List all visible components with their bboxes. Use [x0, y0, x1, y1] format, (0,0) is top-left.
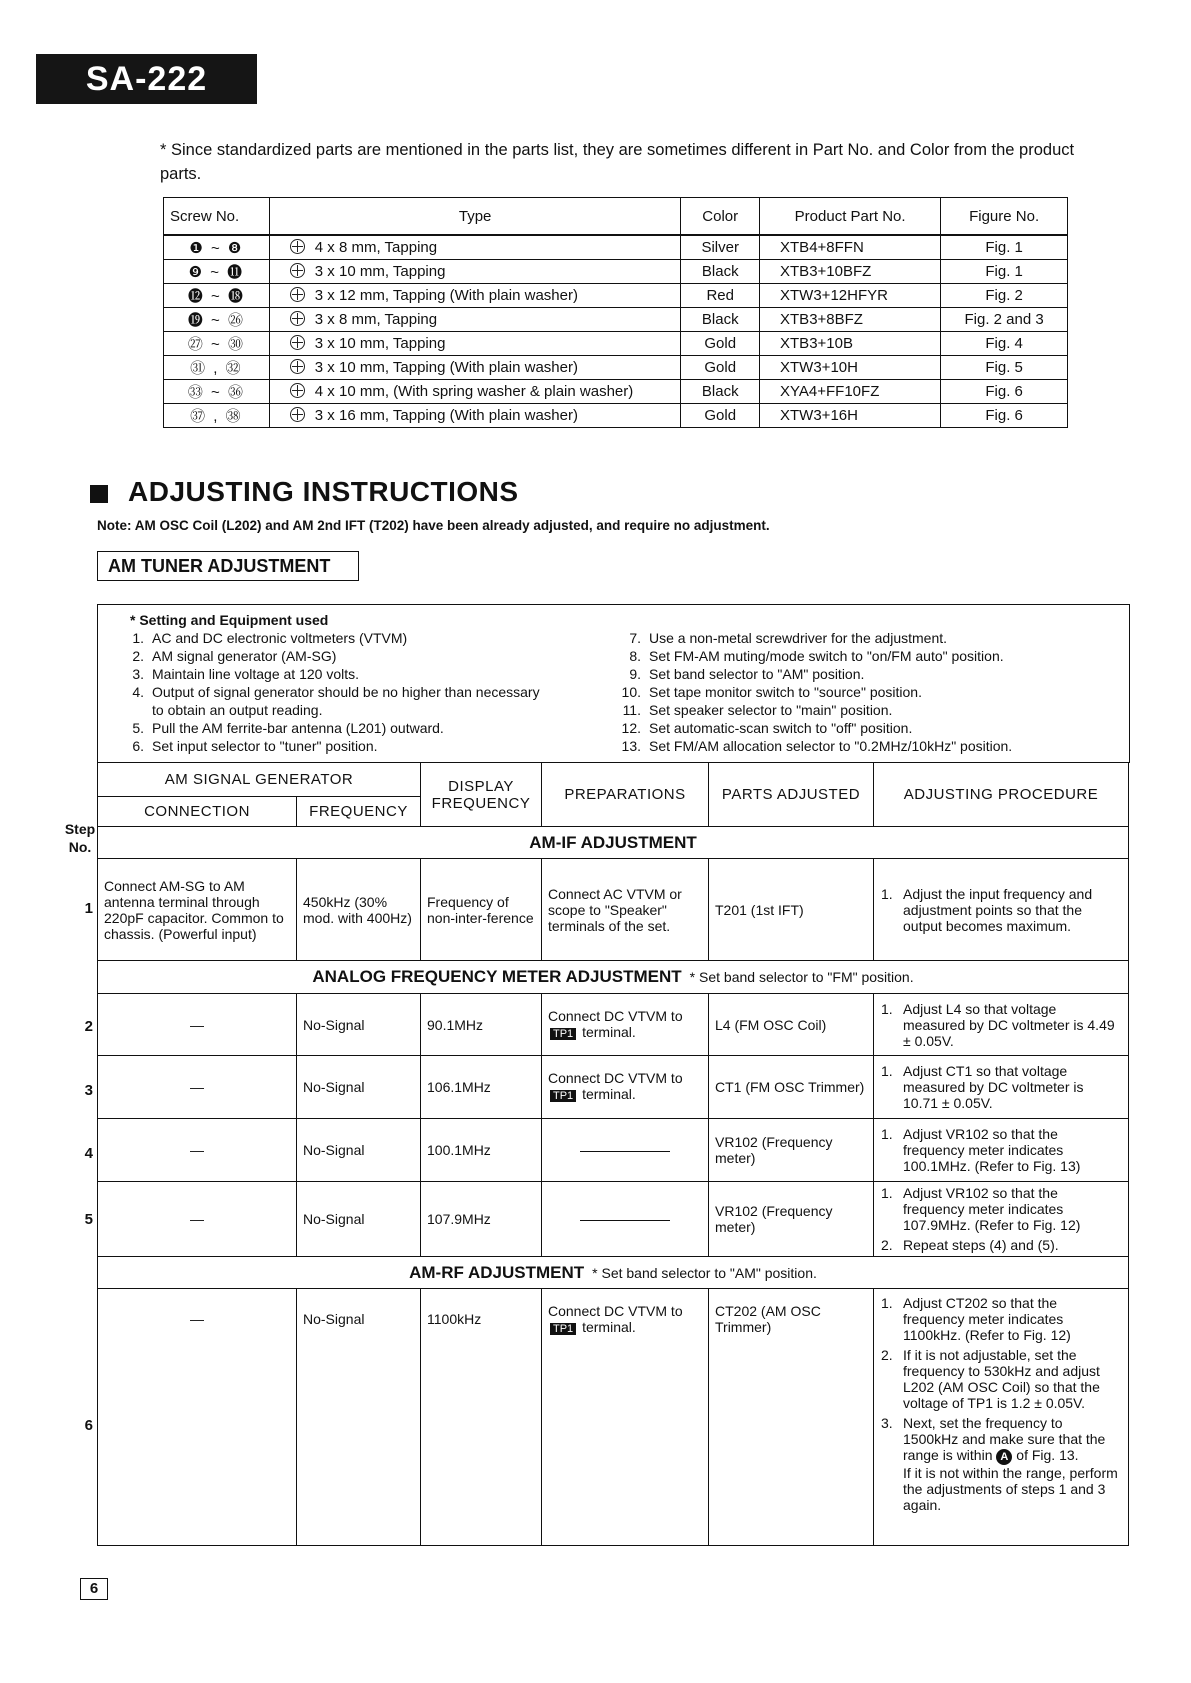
- step-number: 1: [84, 900, 93, 917]
- type-cell: [269, 235, 681, 260]
- display-cell: Frequency of non-inter-ference: [421, 859, 542, 961]
- list-item: [617, 719, 1127, 737]
- step-number: 2: [84, 1018, 93, 1035]
- list-item-number: 4.: [132, 684, 144, 700]
- parts-cell: VR102 (Frequency meter): [709, 1119, 874, 1182]
- connection-cell: —: [98, 1119, 297, 1182]
- settings-title: * Setting and Equipment used: [130, 612, 329, 628]
- table-row: [164, 404, 1068, 428]
- list-item-number: 6.: [132, 738, 144, 754]
- tp1-label: TP1: [550, 1090, 576, 1102]
- list-item-number: 8.: [629, 648, 641, 664]
- display-cell: 1100kHz: [421, 1289, 542, 1546]
- page-number: 6: [80, 1578, 108, 1600]
- phillips-head-icon: [290, 239, 305, 254]
- prep-text: Connect DC VTVM to: [548, 1070, 683, 1086]
- display-cell: 90.1MHz: [421, 994, 542, 1056]
- part-no-cell: XYA4+FF10FZ: [760, 380, 941, 404]
- color-cell: Gold: [681, 356, 760, 380]
- prep-text: Connect DC VTVM to: [548, 1303, 683, 1319]
- parts-cell: VR102 (Frequency meter): [709, 1182, 874, 1257]
- proc-num: 1.: [881, 1295, 893, 1311]
- figure-no-cell: Fig. 2 and 3: [941, 308, 1068, 332]
- step-number: 6: [84, 1417, 93, 1434]
- frequency-cell: No-Signal: [297, 994, 421, 1056]
- list-item-text: Use a non-metal screwdriver for the adjustment.: [649, 630, 948, 646]
- phillips-head-icon: [290, 311, 305, 326]
- color-cell: Silver: [681, 235, 760, 260]
- connection-cell: Connect AM-SG to AM antenna terminal through 220pF capacitor. Common to chassis. (Powerful input): [98, 859, 297, 961]
- proc-text: Adjust VR102 so that the frequency meter indicates 100.1MHz. (Refer to Fig. 13): [903, 1126, 1081, 1174]
- display-cell: 100.1MHz: [421, 1119, 542, 1182]
- proc-text: Adjust CT1 so that voltage measured by DC voltmeter is 10.71 ± 0.05V.: [903, 1063, 1084, 1111]
- type-cell: [269, 332, 681, 356]
- color-cell: Black: [681, 380, 760, 404]
- frequency-cell: No-Signal: [297, 1056, 421, 1119]
- table-row: [98, 1182, 1129, 1257]
- type-text: 3 x 12 mm, Tapping (With plain washer): [314, 287, 578, 304]
- list-item-number: 13.: [621, 738, 641, 754]
- list-item-text: Set band selector to "AM" position.: [649, 666, 865, 682]
- connection-header: CONNECTION: [98, 797, 297, 827]
- list-item: [120, 629, 550, 647]
- part-no-cell: XTW3+16H: [760, 404, 941, 428]
- am-tuner-adjustment-title: AM TUNER ADJUSTMENT: [97, 551, 359, 581]
- preparations-cell: [542, 1289, 709, 1546]
- list-item-number: 9.: [629, 666, 641, 682]
- type-text: 3 x 16 mm, Tapping (With plain washer): [314, 407, 578, 424]
- list-item-text: Maintain line voltage at 120 volts.: [152, 666, 360, 682]
- proc-text-part: If it is not within the range, perform the adjustments of steps 1 and 3 again.: [903, 1465, 1118, 1513]
- list-item-text: AC and DC electronic voltmeters (VTVM): [152, 630, 408, 646]
- phillips-head-icon: [290, 407, 305, 422]
- table-row: [164, 235, 1068, 260]
- type-text: 3 x 10 mm, Tapping: [314, 335, 446, 352]
- section-am-if: [98, 827, 1129, 859]
- proc-num: 3.: [881, 1415, 893, 1431]
- part-no-cell: XTB3+10BFZ: [760, 260, 941, 284]
- step-number: 4: [84, 1145, 93, 1162]
- proc-num: 1.: [881, 1126, 893, 1142]
- figure-no-cell: Fig. 4: [941, 332, 1068, 356]
- tp1-label: TP1: [550, 1323, 576, 1335]
- parts-cell: T201 (1st IFT): [709, 859, 874, 961]
- table-row: [164, 380, 1068, 404]
- type-cell: [269, 404, 681, 428]
- proc-text: If it is not adjustable, set the frequency to 530kHz and adjust L202 (AM OSC Coil) so that the voltage of TP1 is 1.2 ± 0.05V.: [903, 1347, 1100, 1411]
- procedure-cell: [874, 859, 1129, 961]
- blank-line: [580, 1220, 670, 1221]
- adjusting-heading: ADJUSTING INSTRUCTIONS: [128, 476, 519, 507]
- part-no-cell: XTW3+12HFYR: [760, 284, 941, 308]
- list-item: [120, 683, 550, 719]
- connection-cell: —: [98, 1289, 297, 1546]
- screw-no-cell: ⓬ ~ ⓲: [164, 284, 270, 308]
- type-text: 3 x 10 mm, Tapping (With plain washer): [314, 359, 578, 376]
- list-item-text: Output of signal generator should be no higher than necessary to obtain an output reading.: [152, 684, 540, 718]
- table-row: [164, 356, 1068, 380]
- color-cell: Gold: [681, 404, 760, 428]
- figure-no-cell: Fig. 2: [941, 284, 1068, 308]
- adjusting-procedure-header: ADJUSTING PROCEDURE: [874, 763, 1129, 827]
- heading-bullet: [90, 485, 108, 503]
- frequency-cell: No-Signal: [297, 1182, 421, 1257]
- table-header-row-1: [98, 763, 1129, 797]
- prep-text-end: terminal.: [582, 1086, 636, 1102]
- figure-no-cell: Fig. 5: [941, 356, 1068, 380]
- section-subnote: * Set band selector to "FM" position.: [689, 969, 914, 985]
- type-cell: [269, 356, 681, 380]
- table-row: [164, 332, 1068, 356]
- proc-text: Adjust the input frequency and adjustment points so that the output becomes maximum.: [903, 885, 1093, 934]
- list-item-number: 7.: [629, 630, 641, 646]
- screw-no-cell: ❶ ~ ❽: [164, 235, 270, 260]
- table-row: [98, 1289, 1129, 1546]
- list-item: [120, 665, 550, 683]
- screw-no-cell: ㉛ , ㉜: [164, 356, 270, 380]
- connection-cell: —: [98, 994, 297, 1056]
- section-title: AM-RF ADJUSTMENT: [409, 1262, 585, 1282]
- procedure-cell: [874, 1056, 1129, 1119]
- preparations-cell: Connect AC VTVM or scope to "Speaker" terminals of the set.: [542, 859, 709, 961]
- phillips-head-icon: [290, 359, 305, 374]
- table-row: [164, 260, 1068, 284]
- list-item: [617, 683, 1127, 701]
- color-cell: Black: [681, 308, 760, 332]
- proc-num: 1.: [881, 885, 893, 902]
- blank-line: [580, 1151, 670, 1152]
- list-item: [617, 701, 1127, 719]
- frequency-cell: 450kHz (30% mod. with 400Hz): [297, 859, 421, 961]
- list-item-number: 12.: [621, 720, 641, 736]
- list-item: [617, 647, 1127, 665]
- tp1-label: TP1: [550, 1028, 576, 1040]
- procedure-cell: [874, 1182, 1129, 1257]
- screw-table-body: [164, 235, 1068, 428]
- list-item-number: 5.: [132, 720, 144, 736]
- section-subnote: * Set band selector to "AM" position.: [592, 1264, 817, 1281]
- header-type: Type: [269, 198, 681, 236]
- section-title: ANALOG FREQUENCY METER ADJUSTMENT: [312, 967, 682, 986]
- screw-no-cell: ⓳ ~ ㉖: [164, 308, 270, 332]
- range-a-icon: A: [996, 1449, 1012, 1465]
- procedure-cell: [874, 994, 1129, 1056]
- preparations-cell: [542, 1182, 709, 1257]
- part-no-cell: XTB3+10B: [760, 332, 941, 356]
- list-item-text: Set FM/AM allocation selector to "0.2MHz/10kHz" position.: [649, 738, 1013, 754]
- display-frequency-header: DISPLAY FREQUENCY: [421, 763, 542, 827]
- proc-text: [903, 1415, 1121, 1513]
- frequency-cell: No-Signal: [297, 1289, 421, 1546]
- step-number: 5: [84, 1211, 93, 1228]
- list-item: [617, 665, 1127, 683]
- connection-cell: —: [98, 1056, 297, 1119]
- table-row: [98, 994, 1129, 1056]
- header-part-no: Product Part No.: [760, 198, 941, 236]
- color-cell: Gold: [681, 332, 760, 356]
- type-cell: [269, 380, 681, 404]
- proc-num: 1.: [881, 1063, 893, 1079]
- phillips-head-icon: [290, 287, 305, 302]
- proc-num: 1.: [881, 1000, 893, 1017]
- part-no-cell: XTW3+10H: [760, 356, 941, 380]
- settings-left-list: [120, 629, 550, 755]
- table-row: [98, 1056, 1129, 1119]
- type-cell: [269, 284, 681, 308]
- list-item: [617, 629, 1127, 647]
- frequency-header: FREQUENCY: [297, 797, 421, 827]
- list-item-text: Set automatic-scan switch to "off" position.: [649, 720, 913, 736]
- screw-table: [163, 197, 1068, 428]
- list-item-text: Set speaker selector to "main" position.: [649, 702, 893, 718]
- phillips-head-icon: [290, 335, 305, 350]
- parts-adjusted-header: PARTS ADJUSTED: [709, 763, 874, 827]
- prep-text: Connect DC VTVM to: [548, 1007, 683, 1024]
- list-item-number: 11.: [622, 702, 641, 718]
- prep-text-end: terminal.: [582, 1319, 636, 1335]
- preparations-header: PREPARATIONS: [542, 763, 709, 827]
- display-cell: 107.9MHz: [421, 1182, 542, 1257]
- standard-parts-note: * Since standardized parts are mentioned in the parts list, they are sometimes different in Part No. and Color from the product parts.: [160, 141, 1075, 183]
- proc-text: Repeat steps (4) and (5).: [903, 1237, 1059, 1253]
- table-row: [98, 1119, 1129, 1182]
- list-item: [120, 719, 550, 737]
- header-figure-no: Figure No.: [941, 198, 1068, 236]
- preparations-cell: [542, 1056, 709, 1119]
- preparations-cell: [542, 1119, 709, 1182]
- settings-right-list: [617, 629, 1127, 755]
- table-row: [98, 859, 1129, 961]
- adjusting-note: Note: AM OSC Coil (L202) and AM 2nd IFT (T202) have been already adjusted, and require no adjustment.: [97, 518, 770, 533]
- part-no-cell: XTB3+8BFZ: [760, 308, 941, 332]
- list-item: [617, 737, 1127, 755]
- proc-num: 2.: [881, 1347, 893, 1363]
- screw-no-cell: ❾ ~ ⓫: [164, 260, 270, 284]
- parts-cell: L4 (FM OSC Coil): [709, 994, 874, 1056]
- proc-text: Adjust VR102 so that the frequency meter indicates 107.9MHz. (Refer to Fig. 12): [903, 1185, 1081, 1233]
- list-item-text: AM signal generator (AM-SG): [152, 648, 337, 664]
- phillips-head-icon: [290, 383, 305, 398]
- parts-cell: CT202 (AM OSC Trimmer): [709, 1289, 874, 1546]
- type-cell: [269, 260, 681, 284]
- connection-cell: —: [98, 1182, 297, 1257]
- list-item-text: Pull the AM ferrite-bar antenna (L201) outward.: [152, 720, 444, 736]
- proc-num: 2.: [881, 1237, 893, 1253]
- table-row: [164, 284, 1068, 308]
- figure-no-cell: Fig. 1: [941, 260, 1068, 284]
- list-item-text: Set FM-AM muting/mode switch to "on/FM auto" position.: [649, 648, 1004, 664]
- list-item: [120, 737, 550, 755]
- table-row: [164, 308, 1068, 332]
- section-analog-frequency-meter: [98, 961, 1129, 994]
- proc-text: Adjust L4 so that voltage measured by DC voltmeter is 4.49 ± 0.05V.: [903, 1000, 1115, 1049]
- header-screw-no: Screw No.: [164, 198, 270, 236]
- list-item-text: Set input selector to "tuner" position.: [152, 738, 378, 754]
- type-text: 3 x 10 mm, Tapping: [314, 263, 446, 280]
- proc-num: 1.: [881, 1185, 893, 1201]
- list-item-number: 3.: [132, 666, 144, 682]
- frequency-cell: No-Signal: [297, 1119, 421, 1182]
- figure-no-cell: Fig. 6: [941, 404, 1068, 428]
- section-title: AM-IF ADJUSTMENT: [529, 832, 697, 852]
- part-no-cell: XTB4+8FFN: [760, 235, 941, 260]
- list-item-text: Set tape monitor switch to "source" position.: [649, 684, 922, 700]
- list-item-number: 2.: [132, 648, 144, 664]
- type-cell: [269, 308, 681, 332]
- adjustment-table: [97, 762, 1129, 1546]
- type-text: 4 x 10 mm, (With spring washer & plain washer): [314, 383, 634, 400]
- screw-no-cell: ㉝ ~ ㊱: [164, 380, 270, 404]
- color-cell: Red: [681, 284, 760, 308]
- type-text: 4 x 8 mm, Tapping: [314, 239, 438, 256]
- procedure-cell: [874, 1289, 1129, 1546]
- list-item-number: 1.: [132, 630, 144, 646]
- procedure-cell: [874, 1119, 1129, 1182]
- header-color: Color: [681, 198, 760, 236]
- list-item-number: 10.: [621, 684, 641, 700]
- parts-cell: CT1 (FM OSC Trimmer): [709, 1056, 874, 1119]
- display-cell: 106.1MHz: [421, 1056, 542, 1119]
- proc-text: Adjust CT202 so that the frequency meter indicates 1100kHz. (Refer to Fig. 12): [903, 1295, 1071, 1343]
- prep-text-end: terminal.: [582, 1023, 636, 1040]
- color-cell: Black: [681, 260, 760, 284]
- screw-table-header: [164, 198, 1068, 236]
- screw-no-cell: ㉗ ~ ㉚: [164, 332, 270, 356]
- proc-text-part: of Fig. 13.: [1016, 1447, 1079, 1463]
- step-number: 3: [84, 1082, 93, 1099]
- preparations-cell: [542, 994, 709, 1056]
- proc-text-part: Next, set the frequency to 1500kHz and make sure that the range is within: [903, 1415, 1106, 1463]
- figure-no-cell: Fig. 1: [941, 235, 1068, 260]
- model-logo: SA-222: [36, 54, 257, 104]
- phillips-head-icon: [290, 263, 305, 278]
- step-no-label: Step No.: [64, 821, 96, 855]
- am-signal-generator-header: AM SIGNAL GENERATOR: [98, 763, 421, 797]
- screw-no-cell: ㊲ , ㊳: [164, 404, 270, 428]
- type-text: 3 x 8 mm, Tapping: [314, 311, 438, 328]
- figure-no-cell: Fig. 6: [941, 380, 1068, 404]
- list-item: [120, 647, 550, 665]
- section-am-rf: [98, 1257, 1129, 1289]
